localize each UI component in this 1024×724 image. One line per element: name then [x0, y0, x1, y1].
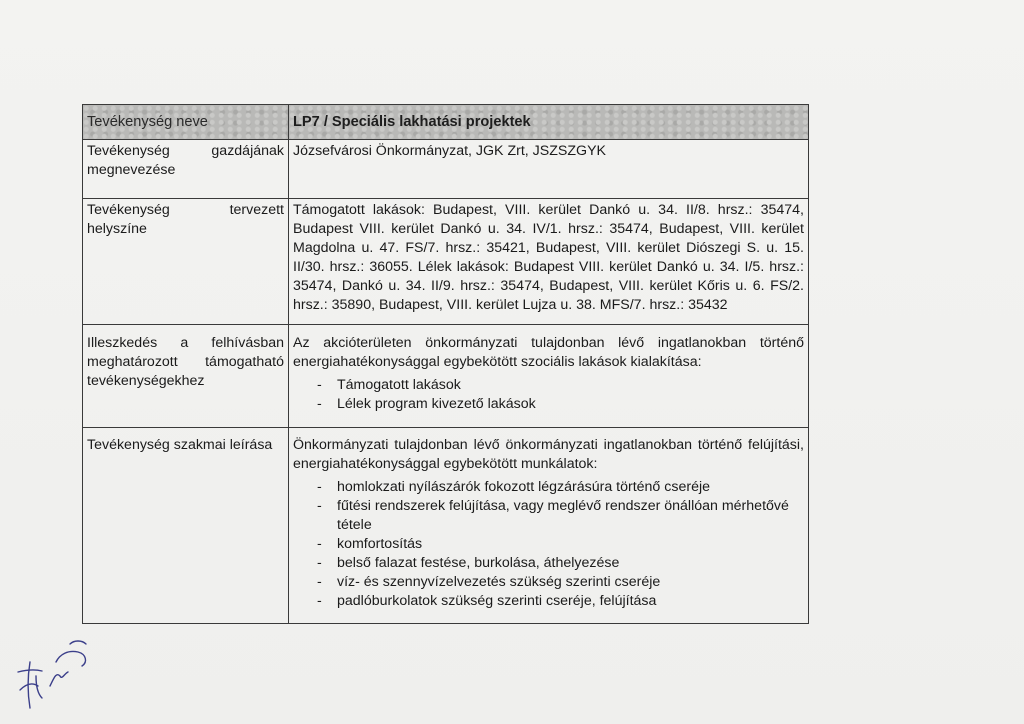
fit-label-cell [83, 325, 289, 428]
list-item: - homlokzati nyílászárók fokozott légzárásúra történő cseréje [317, 478, 804, 497]
list-item: - belső falazat festése, burkolása, áthelyezése [317, 554, 804, 573]
list-item: - fűtési rendszerek felújítása, vagy meglévő rendszer önállóan mérhetővé tétele [317, 497, 804, 535]
owner-value-cell [289, 140, 809, 199]
description-intro: Önkormányzati tulajdonban lévő önkormányzati ingatlanokban történő felújítási, energiahatékonysággal egybekötött munkálatok: [293, 437, 804, 472]
fit-label-word2: a [180, 335, 189, 351]
list-item: - Lélek program kivezető lakások [317, 395, 804, 414]
list-item: - Támogatott lakások [317, 376, 804, 395]
location-label-word1: Tevékenység [87, 202, 170, 218]
handwritten-signature [12, 632, 102, 714]
fit-label-line1 [87, 334, 284, 353]
location-value-cell [289, 199, 809, 325]
activity-table [82, 104, 809, 624]
description-label: Tevékenység szakmai leírása [87, 437, 273, 453]
header-label-cell [83, 105, 289, 140]
description-list [293, 478, 804, 611]
fit-label-word3: felhívásban [211, 335, 284, 351]
fit-label-word5: támogatható [205, 354, 284, 370]
location-label-word2: tervezett [229, 202, 284, 218]
table-row-fit [83, 325, 809, 428]
owner-label-line2: megnevezése [87, 162, 176, 178]
fit-value-cell [289, 325, 809, 428]
fit-list [293, 376, 804, 414]
description-value-cell [289, 428, 809, 624]
fit-intro: Az akcióterületen önkormányzati tulajdonban lévő ingatlanokban történő energiahatékonysággal egybekötött szociális lakások kialakítása: [293, 335, 804, 370]
header-value-cell [289, 105, 809, 140]
table-row-description [83, 428, 809, 624]
fit-label-line2 [87, 353, 284, 372]
fit-label-word4: meghatározott [87, 354, 178, 370]
owner-label-cell [83, 140, 289, 199]
location-value: Támogatott lakások: Budapest, VIII. kerület Dankó u. 34. II/8. hrsz.: 35474, Budapest VIII. kerület Dankó u. 34. IV/1. hrsz.: 35474, Budapest, VIII. kerület Magdolna u. 47. FS/7. hrsz.: 35421, Budapest, VIII. kerület Diószegi S. u. 15. II/30. hrsz.: 36055. Lélek lakások: Budapest VIII. kerület Dankó u. 34. I/5. hrsz.: 35474, Dankó u. 34. II/9. hrsz.: 35474, Budapest, VIII. kerület Kőris u. 6. FS/2. hrsz.: 35890, Budapest, VIII. kerület Lujza u. 38. MFS/7. hrsz.: 35432 [293, 202, 804, 313]
table-header-row [83, 105, 809, 140]
table-row-location [83, 199, 809, 325]
description-label-cell [83, 428, 289, 624]
fit-label-line3: tevékenységekhez [87, 373, 205, 389]
location-label-line1 [87, 201, 284, 220]
owner-label-word1: Tevékenység [87, 143, 170, 159]
location-label-cell [83, 199, 289, 325]
owner-label-word2: gazdájának [211, 143, 284, 159]
list-item: - komfortosítás [317, 535, 804, 554]
activity-name: LP7 / Speciális lakhatási projektek [293, 113, 531, 130]
header-label: Tevékenység neve [87, 113, 208, 130]
list-item: - padlóburkolatok szükség szerinti cseréje, felújítása [317, 592, 804, 611]
fit-label-word1: Illeszkedés [87, 335, 158, 351]
table-row-owner [83, 140, 809, 199]
location-label-line2: helyszíne [87, 221, 147, 237]
list-item: - víz- és szennyvízelvezetés szükség szerinti cseréje [317, 573, 804, 592]
owner-label-line1 [87, 142, 284, 161]
owner-value: Józsefvárosi Önkormányzat, JGK Zrt, JSZSZGYK [293, 143, 606, 159]
